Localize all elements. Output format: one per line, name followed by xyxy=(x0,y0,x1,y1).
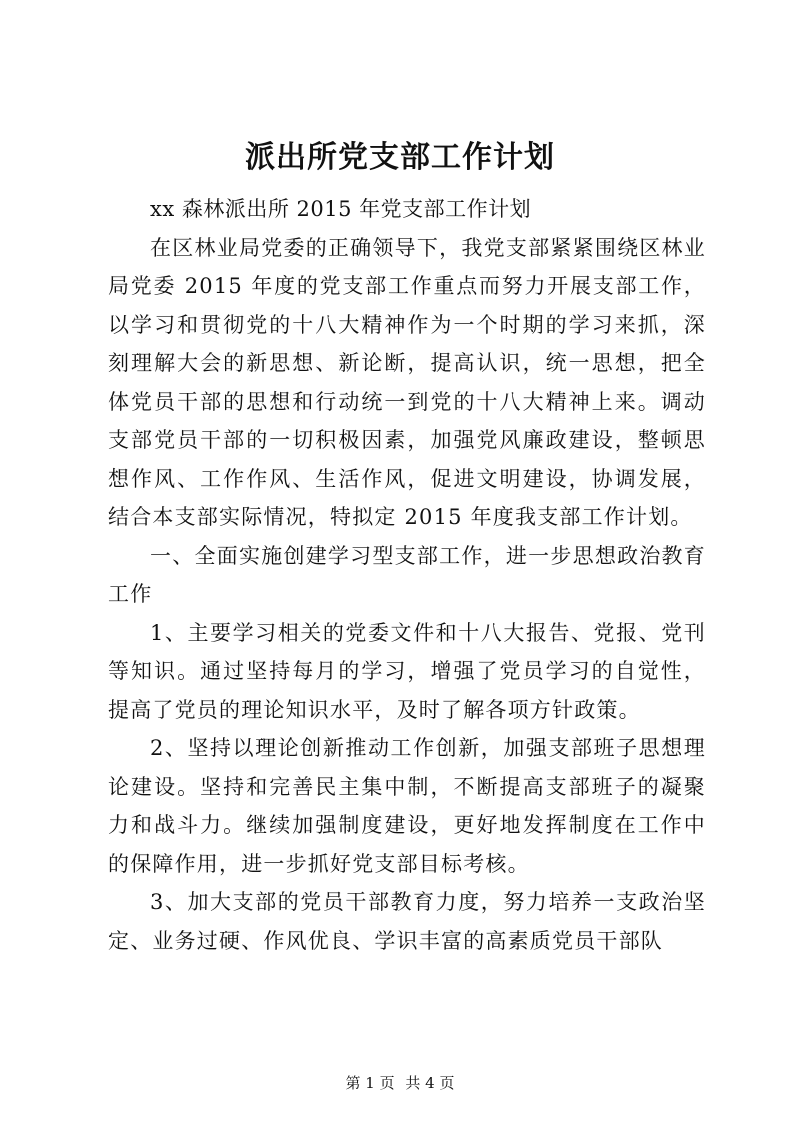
page-number: 第 1 页 xyxy=(345,1074,395,1092)
section-heading-1: 一、全面实施创建学习型支部工作，进一步思想政治教育工作 xyxy=(108,543,706,606)
document-body xyxy=(108,190,706,960)
paragraph-item-3: 3、加大支部的党员干部教育力度，努力培养一支政治坚定、业务过硬、作风优良、学识丰富的高素质党员干部队 xyxy=(108,890,706,953)
document-title: 派出所党支部工作计划 xyxy=(245,140,555,175)
document-subtitle: xx 森林派出所 2015 年党支部工作计划 xyxy=(150,197,532,221)
page-total: 共 4 页 xyxy=(405,1074,455,1092)
page-footer xyxy=(0,1073,800,1093)
paragraph-intro: 在区林业局党委的正确领导下，我党支部紧紧围绕区林业局党委 2015 年度的党支部工作重点而努力开展支部工作，以学习和贯彻党的十八大精神作为一个时期的学习来抓，深刻理解大会的新思想、新论断，提高认识，统一思想，把全体党员干部的思想和行动统一到党的十八大精神上来。调动支部党员干部的一切积极因素，加强党风廉政建设，整顿思想作风、工作作风、生活作风，促进文明建设，协调发展，结合本支部实际情况，特拟定 2015 年度我支部工作计划。 xyxy=(108,235,706,529)
paragraph-item-1: 1、主要学习相关的党委文件和十八大报告、党报、党刊等知识。通过坚持每月的学习，增强了党员学习的自觉性，提高了党员的理论知识水平，及时了解各项方针政策。 xyxy=(108,620,706,722)
paragraph-item-2: 2、坚持以理论创新推动工作创新，加强支部班子思想理论建设。坚持和完善民主集中制，不断提高支部班子的凝聚力和战斗力。继续加强制度建设，更好地发挥制度在工作中的保障作用，进一步抓好党支部目标考核。 xyxy=(108,736,706,876)
